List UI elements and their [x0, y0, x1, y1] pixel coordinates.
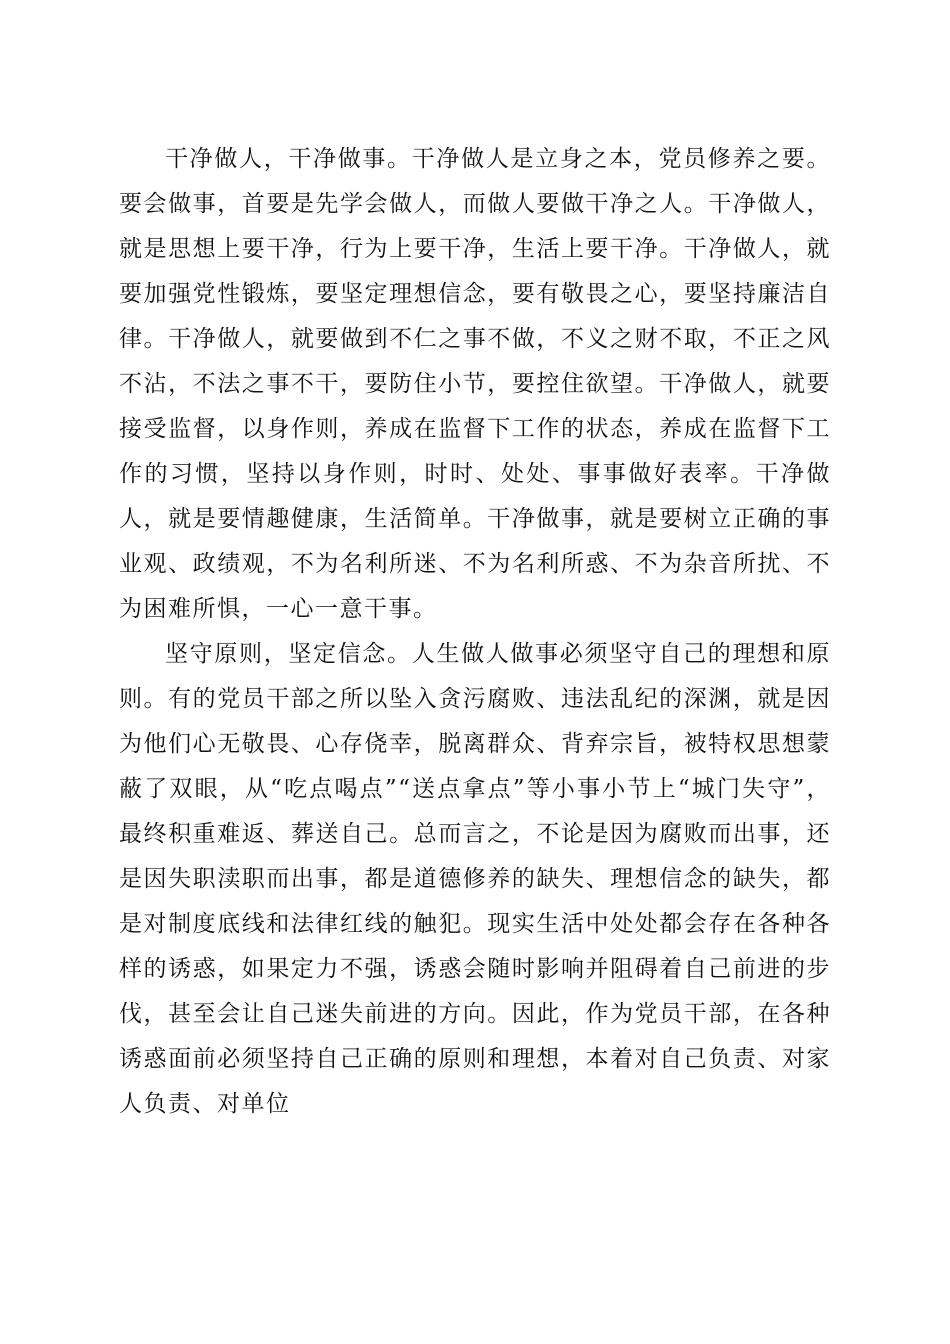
- paragraph-uphold-principles: 坚守原则，坚定信念。人生做人做事必须坚守自己的理想和原则。有的党员干部之所以坠入贪污腐败、违法乱纪的深渊，就是因为他们心无敬畏、心存侥幸，脱离群众、背弃宗旨，被特权思想蒙蔽了双眼，从“吃点喝点”“送点拿点”等小事小节上“城门失守”，最终积重难返、葬送自己。总而言之，不论是因为腐败而出事，还是因失职渎职而出事，都是道德修养的缺失、理想信念的缺失，都是对制度底线和法律红线的触犯。现实生活中处处都会存在各种各样的诱惑，如果定力不强，诱惑会随时影响并阻碍着自己前进的步伐，甚至会让自己迷失前进的方向。因此，作为党员干部，在各种诱惑面前必须坚持自己正确的原则和理想，本着对自己负责、对家人负责、对单位: [119, 641, 831, 1117]
- paragraph-clean-conduct: 干净做人，干净做事。干净做人是立身之本，党员修养之要。要会做事，首要是先学会做人，而做人要做干净之人。干净做人，就是思想上要干净，行为上要干净，生活上要干净。干净做人，就要加强党性锻炼，要坚定理想信念，要有敬畏之心，要坚持廉洁自律。干净做人，就要做到不仁之事不做，不义之财不取，不正之风不沾，不法之事不干，要防住小节，要控住欲望。干净做人，就要接受监督，以身作则，养成在监督下工作的状态，养成在监督下工作的习惯，坚持以身作则，时时、处处、事事做好表率。干净做人，就是要情趣健康，生活简单。干净做事，就是要树立正确的事业观、政绩观，不为名利所迷、不为名利所惑、不为杂音所扰、不为困难所惧，一心一意干事。: [119, 146, 831, 622]
- document-body: [119, 137, 831, 1127]
